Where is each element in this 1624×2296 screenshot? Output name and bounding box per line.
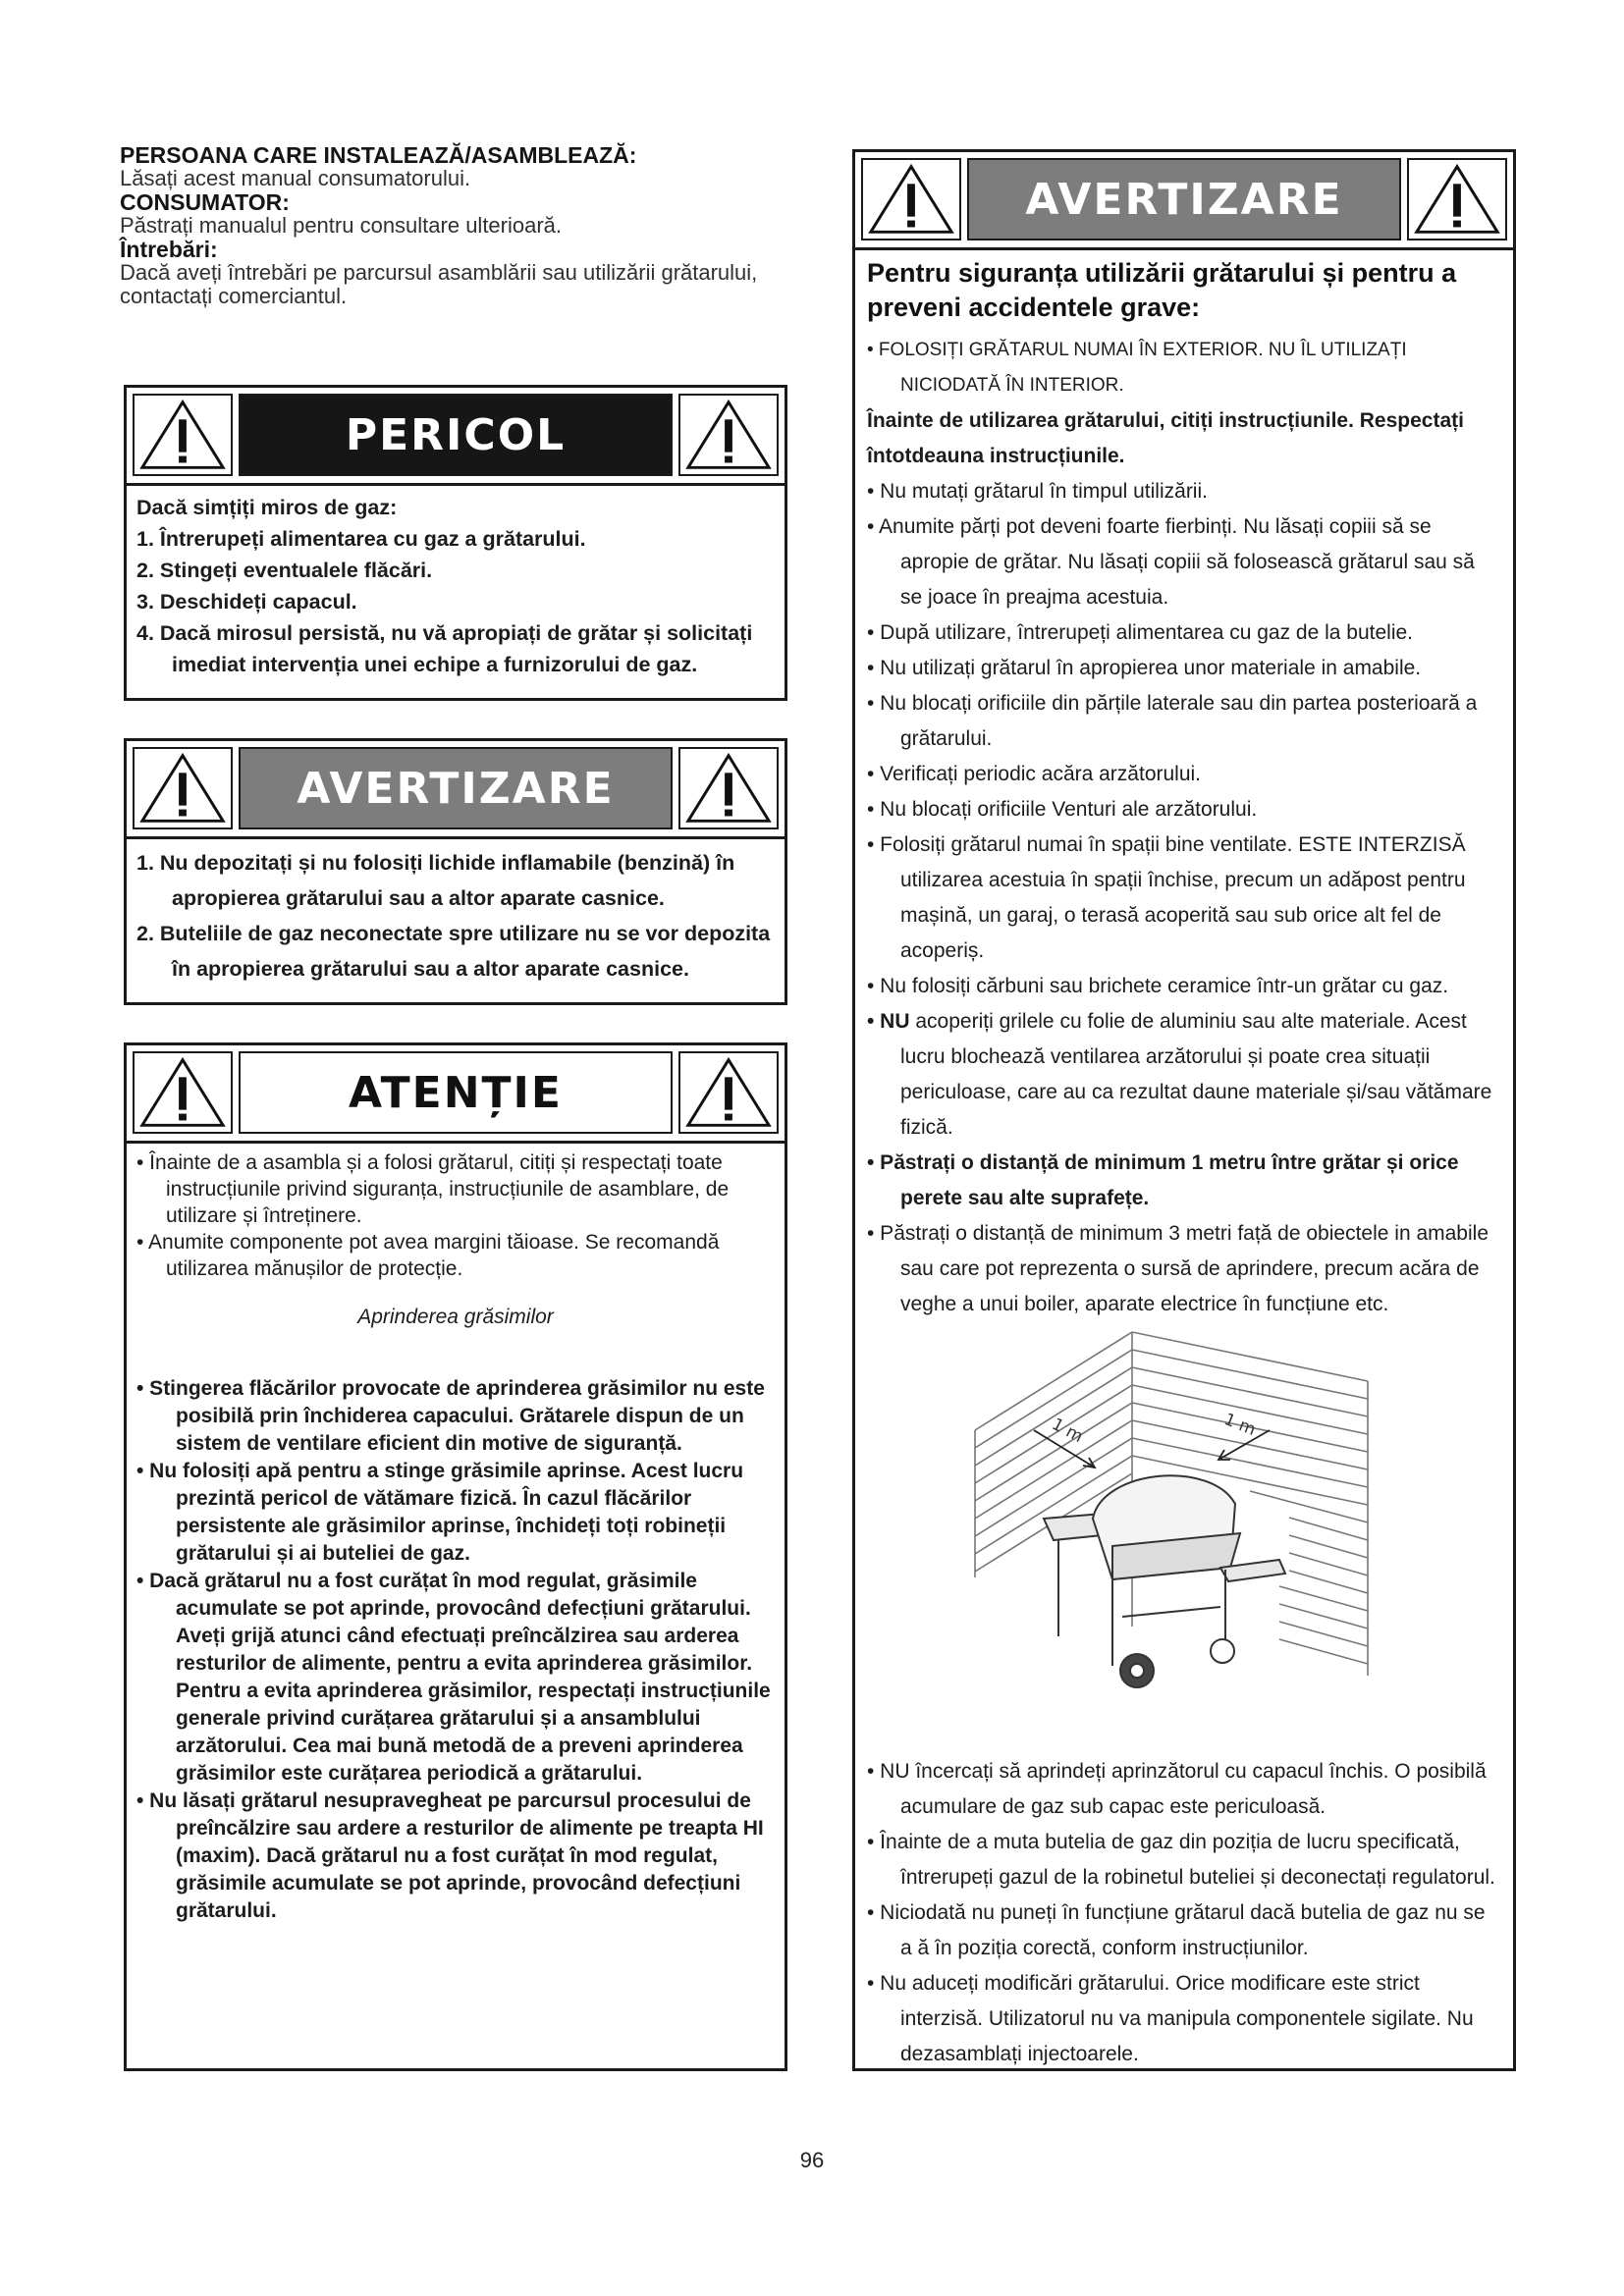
caution-box [124, 1042, 787, 2071]
warning-item: 1. Nu depozitați și nu folosiți lichide inflamabile (benzină) în apropierea grătarului sau a altor aparate casnice. [136, 851, 735, 910]
warning-right-item: • FOLOSIȚI GRĂTARUL NUMAI ÎN EXTERIOR. NU ÎL UTILIZAȚI NICIODATĂ ÎN INTERIOR. [867, 340, 1407, 396]
warning-triangle-icon [678, 1051, 779, 1134]
questions-heading: Întrebări: [120, 237, 218, 262]
warning-right-item: • Nu blocați orificiile din părțile laterale sau din partea posterioară a grătarului. [867, 692, 1478, 750]
questions-text: Dacă aveți întrebări pe parcursul asamblării sau utilizării grătarului, contactați comerciantul. [120, 260, 758, 308]
page-number: 96 [799, 2148, 825, 2172]
consumer-heading: CONSUMATOR: [120, 189, 290, 215]
warning-right-item: • Păstrați o distanță de minimum 3 metri față de obiectele in amabile sau care pot reprezenta o sursă de aprindere, precum acăra de veghe a unui boiler, aparate electrice în funcțiune etc. [867, 1222, 1489, 1315]
grease-fire-bullet: • Stingerea flăcărilor provocate de aprinderea grăsimilor nu este posibilă prin închiderea capacului. Grătarele dispun de un sistem de ventilare eficient din motive de siguranță. [136, 1377, 765, 1455]
caution-subheading: Aprinderea grăsimilor [357, 1306, 554, 1328]
no-emphasis: • NU [867, 1010, 910, 1033]
warning-right-item: • Nu mutați grătarul în timpul utilizării. [867, 480, 1208, 503]
danger-item: 4. Dacă mirosul persistă, nu vă apropiați de grătar și solicitați imediat intervenția unei echipe a furnizorului de gaz. [136, 621, 753, 676]
grease-fire-bullet: • Nu lăsați grătarul nesupravegheat pe parcursul procesului de preîncălzire sau ardere a resturilor de alimente pe treapta HI (maxim). Dacă grătarul nu a fost curățat în mod regulat, grăsimile acumulate se pot aprinde, provocând defecțiuni grătarului. [136, 1789, 764, 1922]
caution-title: ATENȚIE [239, 1051, 673, 1134]
warning-triangle-icon [133, 394, 233, 476]
warning-title: AVERTIZARE [967, 158, 1401, 240]
grill-icon [1044, 1475, 1285, 1687]
warning-right-item: • Anumite părți pot deveni foarte fierbinți. Nu lăsați copiii să se apropie de grătar. Nu lăsați copiii să folosească grătarul sau să se joace în preajma acestuia. [867, 515, 1475, 609]
grill-clearance-drawing [965, 1322, 1378, 1735]
clearance-illustration [867, 1322, 1501, 1754]
danger-title: PERICOL [239, 394, 673, 476]
caution-content [127, 1144, 785, 1935]
caution-banner [127, 1045, 785, 1144]
warning-right-item: • Nu folosiți cărbuni sau brichete ceramice într-un grătar cu gaz. [867, 975, 1449, 997]
warning-right-item: • Nu aduceți modificări grătarului. Orice modificare este strict interzisă. Utilizatorul nu va manipula componentele sigilate. Nu dezasamblați injectoarele. [867, 1972, 1474, 2065]
installer-text: Lăsați acest manual consumatorului. [120, 166, 471, 190]
warning-title: AVERTIZARE [239, 747, 673, 829]
danger-lead: Dacă simțiți miros de gaz: [136, 496, 398, 519]
warning-right-item: • Niciodată nu puneți în funcțiune grătarul dacă butelia de gaz nu se a ă în poziția corectă, conform instrucțiunilor. [867, 1901, 1486, 1959]
warning-right-item: • După utilizare, întrerupeți alimentarea cu gaz de la butelie. [867, 621, 1413, 644]
warning-right-content [855, 250, 1513, 2084]
warning-right-item: • NU încercați să aprindeți aprinzătorul cu capacul închis. O posibilă acumulare de gaz sub capac este periculoasă. [867, 1760, 1487, 1818]
warning-right-item: • Nu utilizați grătarul în apropierea unor materiale in amabile. [867, 657, 1422, 679]
warning-triangle-icon [133, 747, 233, 829]
warning-triangle-icon [1407, 158, 1507, 240]
warning-item: 2. Buteliile de gaz neconectate spre utilizare nu se vor depozita în apropierea grătarului sau a altor aparate casnice. [136, 922, 771, 981]
clearance-label-right: 1 m [1220, 1410, 1259, 1440]
warning-triangle-icon [861, 158, 961, 240]
danger-box [124, 385, 787, 701]
consumer-text: Păstrați manualul pentru consultare ulterioară. [120, 213, 563, 238]
danger-item: 2. Stingeți eventualele flăcări. [136, 559, 433, 582]
installer-heading: PERSOANA CARE INSTALEAZĂ/ASAMBLEAZĂ: [120, 142, 637, 168]
warning-right-item-mixed [867, 1004, 1501, 1146]
intro-block [120, 143, 807, 308]
warning-triangle-icon [133, 1051, 233, 1134]
caution-bullet: • Anumite componente pot avea margini tăioase. Se recomandă utilizarea mănușilor de protecție. [136, 1231, 720, 1280]
warning-left-content [127, 839, 785, 996]
warning-right-item: • Nu blocați orificiile Venturi ale arzătorului. [867, 798, 1258, 821]
warning-right-item: • Înainte de a muta butelia de gaz din poziția de lucru specificată, întrerupeți gazul de la robinetul buteliei și deconectați regulatorul. [867, 1831, 1495, 1889]
warning-right-item: Înainte de utilizarea grătarului, citiți instrucțiunile. Respectați întotdeauna instrucțiunile. [867, 409, 1464, 467]
warning-banner [855, 152, 1513, 250]
warning-box-right [852, 149, 1516, 2071]
danger-content [127, 486, 785, 690]
warning-box-left [124, 738, 787, 1005]
no-rest: acoperiți grilele cu folie de aluminiu sau alte materiale. Acest lucru blochează ventilarea arzătorului și poate crea situații periculoase, care au ca rezultat daune materiale și/sau vătămare fizică. [900, 1010, 1492, 1139]
danger-item: 3. Deschideți capacul. [136, 590, 357, 614]
warning-right-lead: Pentru siguranța utilizării grătarului și pentru a preveni accidentele grave: [867, 258, 1457, 322]
warning-triangle-icon [678, 747, 779, 829]
warning-right-item: • Folosiți grătarul numai în spații bine ventilate. ESTE INTERZISĂ utilizarea acestuia în spații închise, precum un adăpost pentru mașină, un garaj, o terasă acoperită sau sub orice alt fel de acoperiș. [867, 833, 1466, 962]
caution-bullet: • Înainte de a asambla și a folosi grătarul, citiți și respectați toate instrucțiunile privind siguranța, instrucțiunile de asamblare, de utilizare și întreținere. [136, 1151, 730, 1227]
grease-fire-bullet: • Dacă grătarul nu a fost curățat în mod regulat, grăsimile acumulate se pot aprinde, provocând defecțiuni grătarului. Aveți grijă atunci când efectuați preîncălzirea sau arderea resturilor de alimente, pentru a evita aprinderea grăsimilor. Pentru a evita aprinderea grăsimilor, respectați instrucțiunile generale privind curățarea grătarului și a ansamblului arzătorului. Cea mai bună metodă de a preveni aprinderea grăsimilor este curățarea periodică a grătarului. [136, 1570, 771, 1785]
warning-triangle-icon [678, 394, 779, 476]
warning-banner [127, 741, 785, 839]
warning-right-item: • Verificați periodic acăra arzătorului. [867, 763, 1202, 785]
danger-item: 1. Întrerupeți alimentarea cu gaz a grătarului. [136, 527, 586, 551]
warning-right-item: • Păstrați o distanță de minimum 1 metru între grătar și orice perete sau alte suprafețe. [867, 1151, 1459, 1209]
grease-fire-bullet: • Nu folosiți apă pentru a stinge grăsimile aprinse. Acest lucru prezintă pericol de vătămare fizică. În cazul flăcărilor persistente ale grăsimilor aprinse, închideți toți robineții grătarului și ai buteliei de gaz. [136, 1460, 744, 1565]
clearance-label-left: 1 m [1048, 1415, 1087, 1448]
danger-banner [127, 388, 785, 486]
